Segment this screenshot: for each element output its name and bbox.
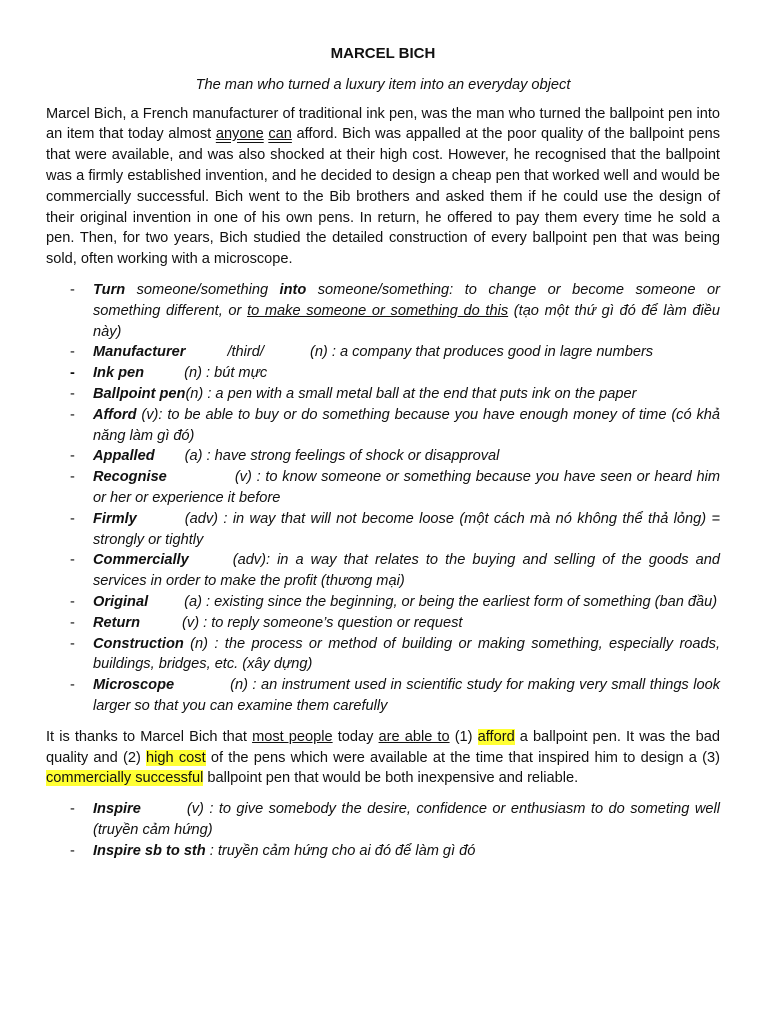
underlined-are-able-to: are able to [378,728,450,745]
highlight-high-cost: high cost [146,749,206,766]
underlined-anyone: anyone [215,126,264,143]
vocab-list-2 [46,799,720,861]
vocab-item-turn: - Turn someone/something into someone/something: to change or become someone or something different, or to make someone or something do this (tạo một thứ gì đó để làm điều này) [70,281,720,340]
document-subtitle: The man who turned a luxury item into an everyday object [195,76,571,93]
vocab-item-firmly: - Firmly (adv) : in way that will not become loose (một cách mà nó không thể thả lỏng) = strongly or tightly [70,510,720,548]
vocab-item-inspire: - Inspire (v) : to give somebody the desire, confidence or enthusiasm to do someting well (truyền cảm hứng) [70,801,720,838]
highlight-afford: afford [477,728,515,745]
vocab-item-inkpen: - Ink pen (n) : bút mực [70,365,268,382]
vocab-item-ballpoint: - Ballpoint pen(n) : a pen with a small metal ball at the end that puts ink on the paper [70,385,637,402]
summary-paragraph: It is thanks to Marcel Bich that most people today are able to (1) afford a ballpoint pen. It was the bad quality and (2) high cost of the pens which were available at the time that inspired him to design a (3) commercially successful ballpoint pen that would be both inexpensive and reliable. [46,728,720,787]
vocab-item-commercially: - Commercially (adv): in a way that relates to the buying and selling of the goods and services in order to make the profit (thương mại) [70,552,720,590]
underlined-most-people: most people [252,728,333,745]
vocab-item-microscope: - Microscope (n) : an instrument used in scientific study for making very small things look larger so that you can examine them carefully [70,677,720,714]
intro-paragraph: Marcel Bich, a French manufacturer of traditional ink pen, was the man who turned the ballpoint pen into an item that today almost anyone can afford. Bich was appalled at the poor quality of the ballpoint pens that were available, and was also shocked at their high cost. However, he recognised that the ballpoint was a firmly established invention, and he decided to design a cheap pen that worked well and would be commercially successful. Bich went to the Bib brothers and asked them if he could use the design of their original invention in one of his own pens. In return, he offered to pay them every time he sold a pen. Then, for two years, Bich studied the detailed construction of every ballpoint pen that was being sold, often working with a microscope. [46,105,720,268]
vocab-item-manufacturer: - Manufacturer /third/ (n) : a company that produces good in lagre numbers [70,344,654,361]
vocab-item-construction: - Construction (n) : the process or method of building or making something, especially roads, buildings, bridges, etc. (xây dựng) [70,635,720,673]
vocab-item-original: - Original (a) : existing since the beginning, or being the earliest form of something (ban đầu) [70,593,718,610]
vocab-list [46,280,720,717]
document-title: MARCEL BICH [330,45,436,62]
underlined-can: can [268,126,292,143]
highlight-commercially-successful: commercially successful [46,770,204,787]
vocab-item-return: - Return (v) : to reply someone’s question or request [70,614,463,631]
vocab-item-recognise: - Recognise (v) : to know someone or something because you have seen or heard him or her or experience it before [70,469,720,506]
vocab-item-inspire-sb: - Inspire sb to sth : truyền cảm hứng cho ai đó để làm gì đó [70,842,476,859]
vocab-item-appalled: - Appalled (a) : have strong feelings of shock or disapproval [70,448,500,465]
vocab-item-afford: - Afford (v): to be able to buy or do something because you have enough money of time (có khả năng làm gì đó) [70,406,720,444]
